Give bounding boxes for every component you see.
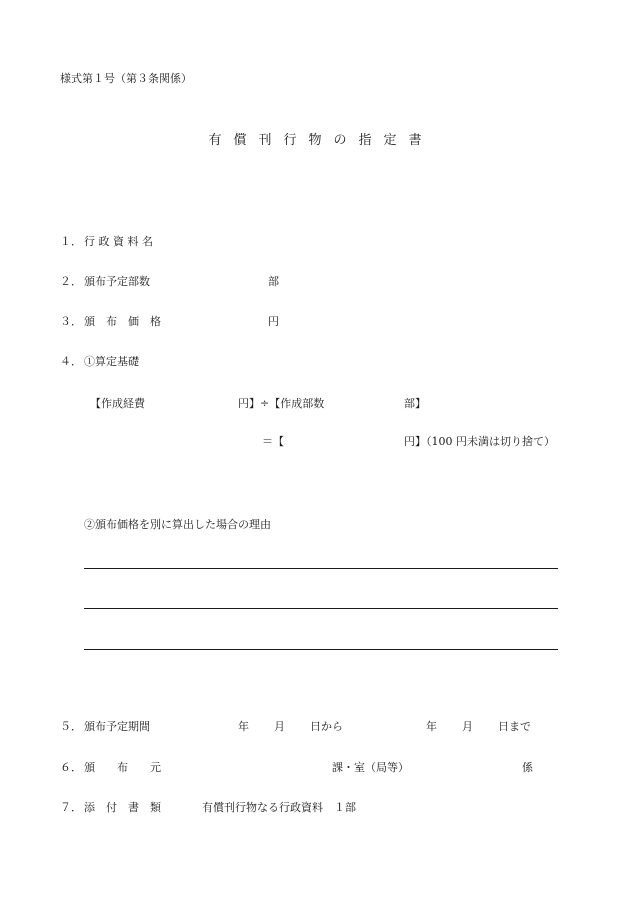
- reason-line-2: [84, 608, 558, 609]
- result-unit: 円】（100 円未満は切り捨て）: [404, 435, 555, 448]
- item-2-unit: 部: [268, 275, 279, 288]
- equals-bracket: ＝【: [262, 435, 284, 448]
- document-title: 有償刊行物の指定書: [208, 133, 434, 148]
- distributor-section: 係: [522, 761, 533, 774]
- item-3-number: ３．: [60, 315, 82, 328]
- item-4-number: ４．: [60, 355, 82, 368]
- reason-line-1: [84, 568, 558, 569]
- distributor-label: 頒 布 元: [84, 761, 161, 774]
- attachment-value: 有償刊行物なる行政資料 １部: [202, 801, 356, 814]
- period-year-from: 年: [238, 720, 249, 733]
- item-1-number: １．: [60, 235, 82, 248]
- item-2-label: 頒布予定部数: [84, 275, 150, 288]
- period-year-to: 年: [426, 720, 437, 733]
- item-3-unit: 円: [268, 315, 279, 328]
- period-month-from: 月: [274, 720, 285, 733]
- reason-label: ②頒布価格を別に算出した場合の理由: [84, 518, 271, 531]
- cost-unit: 円】÷【作成部数: [238, 397, 325, 410]
- period-day-to: 日まで: [498, 720, 531, 733]
- item-6-number: ６．: [60, 761, 82, 774]
- item-1-label: 行 政 資 料 名: [84, 235, 153, 248]
- distributor-department: 課・室（局等）: [332, 761, 409, 774]
- form-number: 様式第１号（第３条関係）: [60, 72, 192, 85]
- period-month-to: 月: [462, 720, 473, 733]
- item-2-number: ２．: [60, 275, 82, 288]
- period-label: 頒布予定期間: [84, 720, 150, 733]
- item-5-number: ５．: [60, 720, 82, 733]
- copies-unit: 部】: [404, 397, 426, 410]
- reason-line-3: [84, 649, 558, 650]
- period-day-from: 日から: [310, 720, 343, 733]
- item-4-label: ①算定基礎: [84, 355, 139, 368]
- cost-label: 【作成経費: [90, 397, 145, 410]
- attachment-label: 添 付 書 類: [84, 801, 161, 814]
- item-3-label: 頒 布 価 格: [84, 315, 161, 328]
- item-7-number: ７．: [60, 801, 82, 814]
